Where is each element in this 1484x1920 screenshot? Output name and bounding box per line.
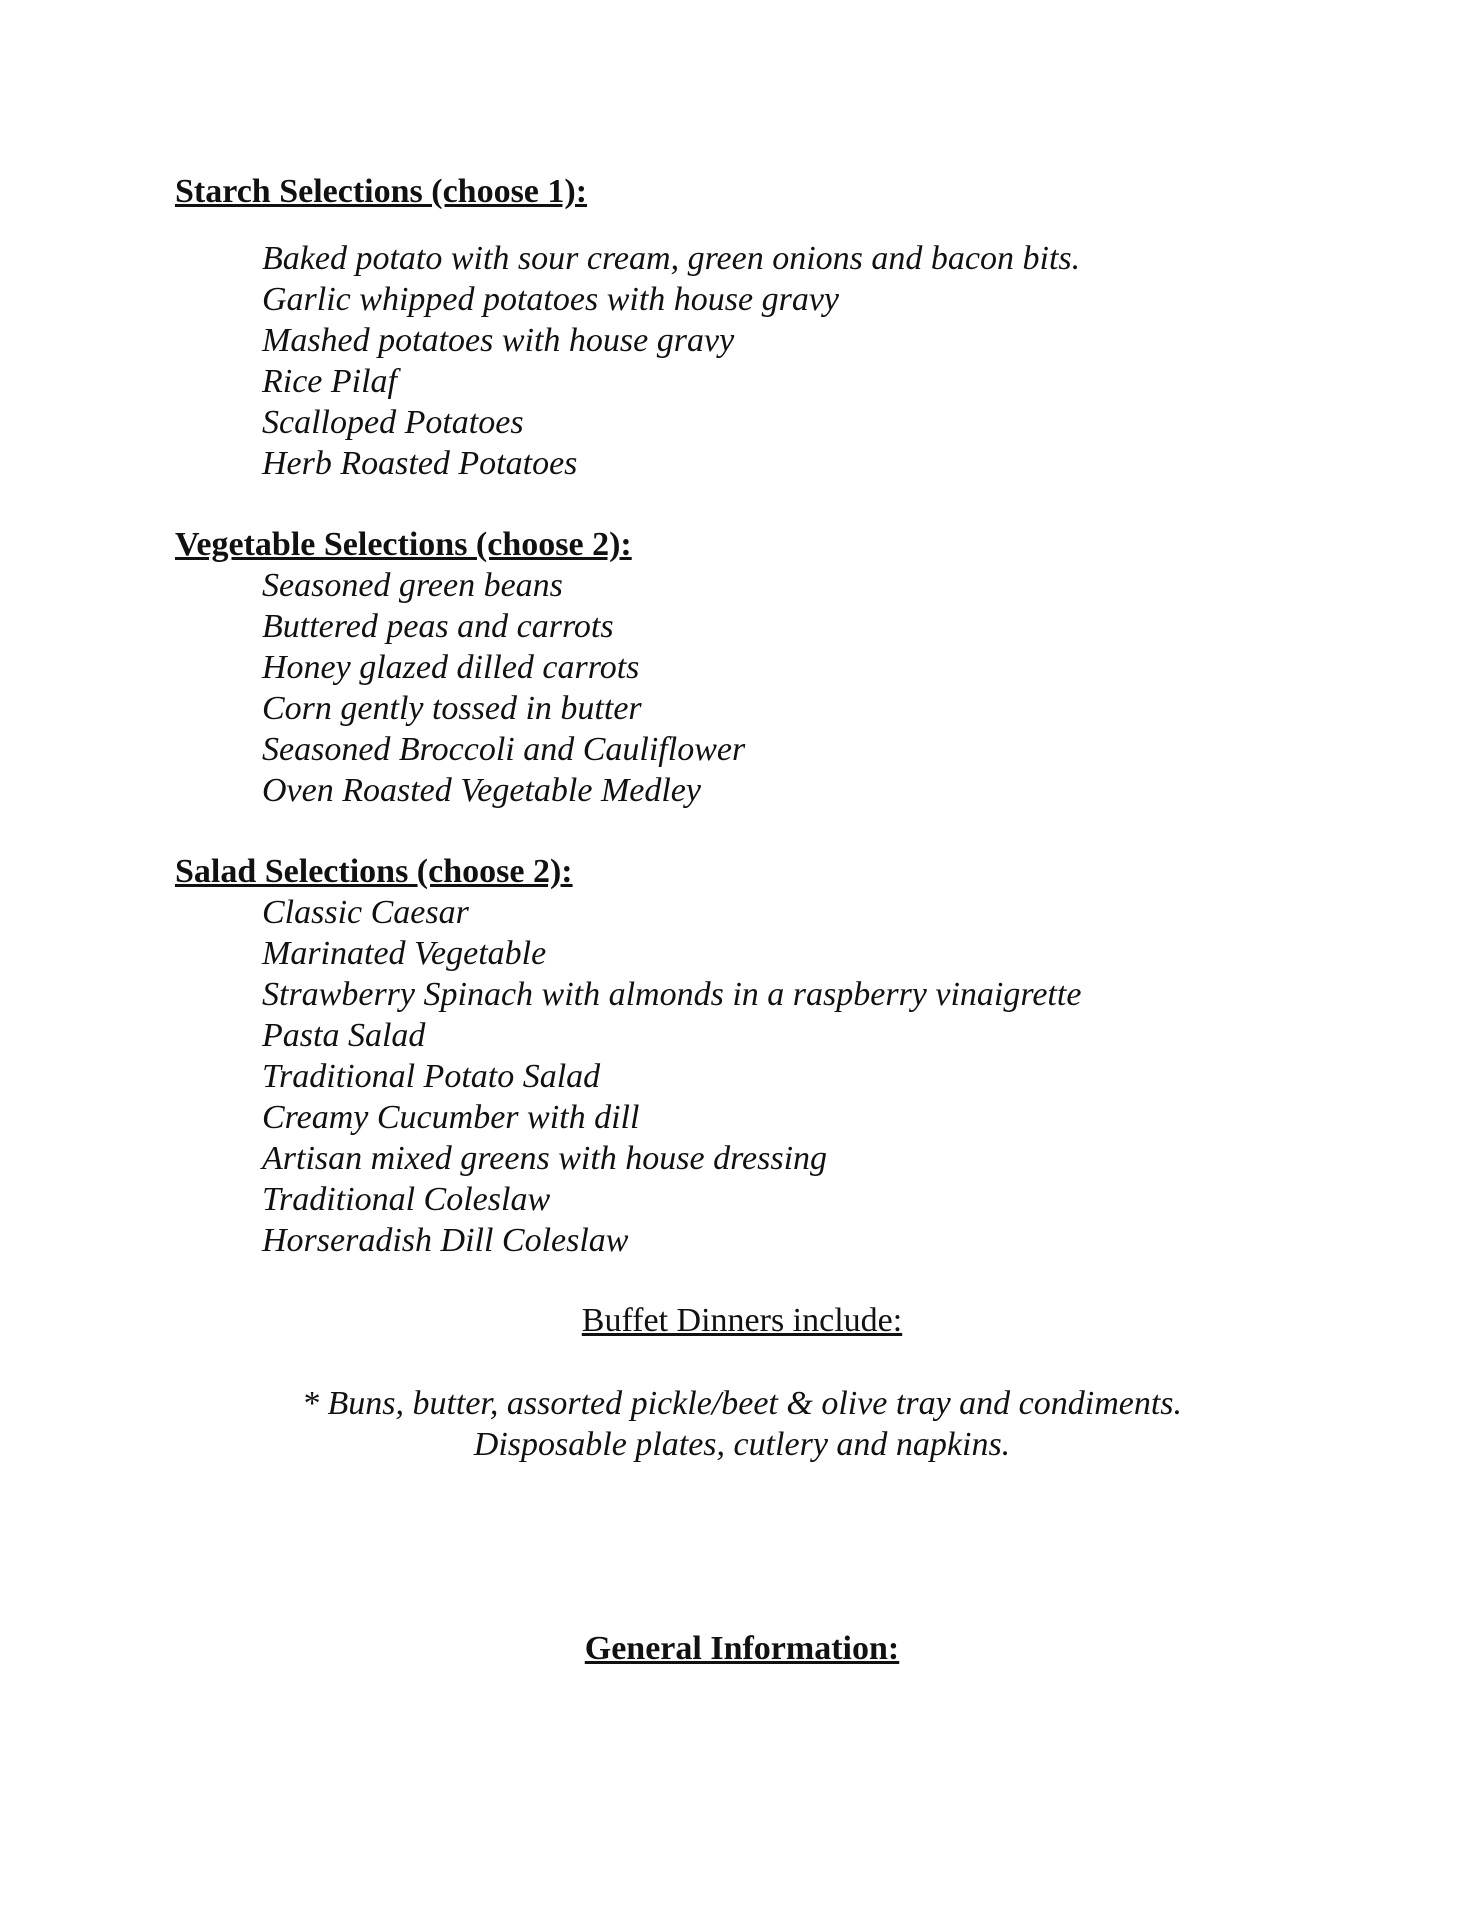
vegetable-item: Honey glazed dilled carrots (262, 649, 640, 686)
starch-heading: Starch Selections (choose 1): (175, 173, 588, 210)
vegetable-item: Oven Roasted Vegetable Medley (262, 772, 701, 809)
starch-item: Scalloped Potatoes (262, 404, 524, 441)
salad-item: Strawberry Spinach with almonds in a raspberry vinaigrette (262, 976, 1082, 1013)
buffet-includes-line: * Buns, butter, assorted pickle/beet & olive tray and condiments. (301, 1385, 1183, 1422)
vegetable-heading: Vegetable Selections (choose 2): (175, 526, 632, 563)
vegetable-item: Seasoned green beans (262, 567, 563, 604)
starch-item: Rice Pilaf (262, 363, 398, 400)
salad-heading: Salad Selections (choose 2): (175, 853, 573, 890)
starch-list (262, 238, 1080, 484)
salad-item: Traditional Potato Salad (262, 1058, 601, 1095)
salad-item: Creamy Cucumber with dill (262, 1099, 640, 1136)
vegetable-item: Seasoned Broccoli and Cauliflower (262, 731, 746, 768)
salad-item: Horseradish Dill Coleslaw (262, 1222, 629, 1259)
vegetable-list (262, 565, 745, 811)
starch-item: Herb Roasted Potatoes (262, 445, 578, 482)
buffet-includes-line: Disposable plates, cutlery and napkins. (473, 1426, 1011, 1463)
salad-item: Classic Caesar (262, 894, 469, 931)
salad-item: Traditional Coleslaw (262, 1181, 551, 1218)
salad-item: Artisan mixed greens with house dressing (262, 1140, 828, 1177)
starch-item: Mashed potatoes with house gravy (262, 322, 735, 359)
buffet-heading: Buffet Dinners include: (581, 1302, 903, 1339)
vegetable-item: Corn gently tossed in butter (262, 690, 642, 727)
salad-list (262, 892, 1081, 1261)
starch-item: Garlic whipped potatoes with house gravy (262, 281, 840, 318)
salad-item: Pasta Salad (262, 1017, 426, 1054)
salad-item: Marinated Vegetable (262, 935, 547, 972)
vegetable-item: Buttered peas and carrots (262, 608, 614, 645)
general-information-heading: General Information: (584, 1630, 900, 1667)
starch-item: Baked potato with sour cream, green onions and bacon bits. (262, 240, 1081, 277)
